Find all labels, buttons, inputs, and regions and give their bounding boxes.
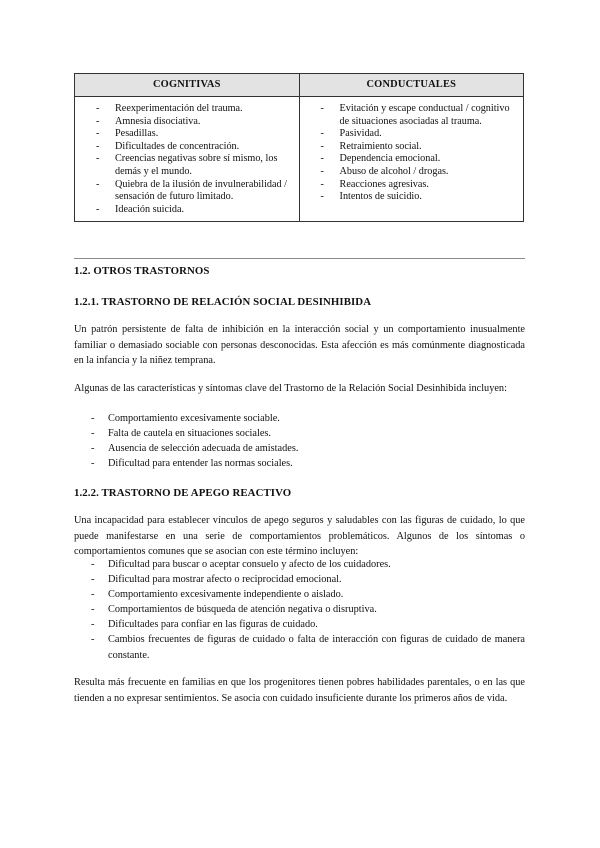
section-divider [74,258,525,259]
list-item: - Ausencia de selección adecuada de amistades. [74,441,525,456]
symptoms-table [74,73,524,222]
table-header-conductuales: CONDUCTUALES [299,74,523,97]
subsection-title-apego-reactivo: 1.2.2. TRASTORNO DE APEGO REACTIVO [74,487,292,499]
list-item: - Dificultad para buscar o aceptar consuelo y afecto de los cuidadores. [74,557,525,572]
subsection-title-relacion-social: 1.2.1. TRASTORNO DE RELACIÓN SOCIAL DESINHIBIDA [74,296,372,308]
list-item: - Dificultades para confiar en las figuras de cuidado. [74,617,525,632]
paragraph-relacion-social-intro: Algunas de las características y síntomas clave del Trastorno de la Relación Social Desinhibida incluyen: [74,383,507,394]
conductuales-cell [299,97,523,222]
cognitivas-list [81,103,293,216]
section-title: 1.2. OTROS TRASTORNOS [74,265,210,277]
list-item: - Pesadillas. [81,128,293,141]
relacion-social-symptoms [74,411,525,471]
paragraph-relacion-social-definition: Un patrón persistente de falta de inhibición en la interacción social y un comportamiento inusualmente familiar o demasiado sociable con personas desconocidas. Esta afección es más comúnmente diagnosticada en la infancia y la niñez temprana. [74,324,525,366]
apego-reactivo-symptoms [74,557,525,663]
list-item: - Retraimiento social. [306,141,517,154]
list-item: - Amnesia disociativa. [81,116,293,129]
list-item: - Quiebra de la ilusión de invulnerabilidad / sensación de futuro limitado. [81,179,293,204]
list-item: - Dificultades de concentración. [81,141,293,154]
list-item: - Comportamientos de búsqueda de atención negativa o disruptiva. [74,602,525,617]
list-item: - Comportamiento excesivamente sociable. [74,411,525,426]
paragraph-apego-reactivo-definition: Una incapacidad para establecer vínculos de apego seguros y saludables con las figuras de cuidado, lo que puede manifestarse en una serie de comportamientos problemáticos. Algunos de los síntomas o comportamientos comunes que se asocian con este término incluyen: [74,515,525,557]
list-item: - Reacciones agresivas. [306,179,517,192]
list-item: - Reexperimentación del trauma. [81,103,293,116]
list-item: - Dificultad para entender las normas sociales. [74,456,525,471]
list-item: - Dependencia emocional. [306,153,517,166]
list-item: - Pasividad. [306,128,517,141]
list-item: - Falta de cautela en situaciones sociales. [74,426,525,441]
cognitivas-cell [75,97,300,222]
list-item: - Creencias negativas sobre sí mismo, los demás y el mundo. [81,153,293,178]
conductuales-list [306,103,517,204]
paragraph-apego-reactivo-causes: Resulta más frecuente en familias en que los progenitores tienen pobres habilidades parentales, o en las que tienden a no expresar sentimientos. Se asocia con cuidado insuficiente durante los primeros años de vida. [74,677,525,704]
list-item: - Evitación y escape conductual / cognitivo de situaciones asociadas al trauma. [306,103,517,128]
list-item: - Cambios frecuentes de figuras de cuidado o falta de interacción con figuras de cuidado de manera constante. [74,632,525,662]
list-item: - Comportamiento excesivamente independiente o aislado. [74,587,525,602]
table-header-cognitivas: COGNITIVAS [75,74,300,97]
list-item: - Intentos de suicidio. [306,191,517,204]
list-item: - Dificultad para mostrar afecto o reciprocidad emocional. [74,572,525,587]
list-item: - Abuso de alcohol / drogas. [306,166,517,179]
list-item: - Ideación suicida. [81,204,293,217]
